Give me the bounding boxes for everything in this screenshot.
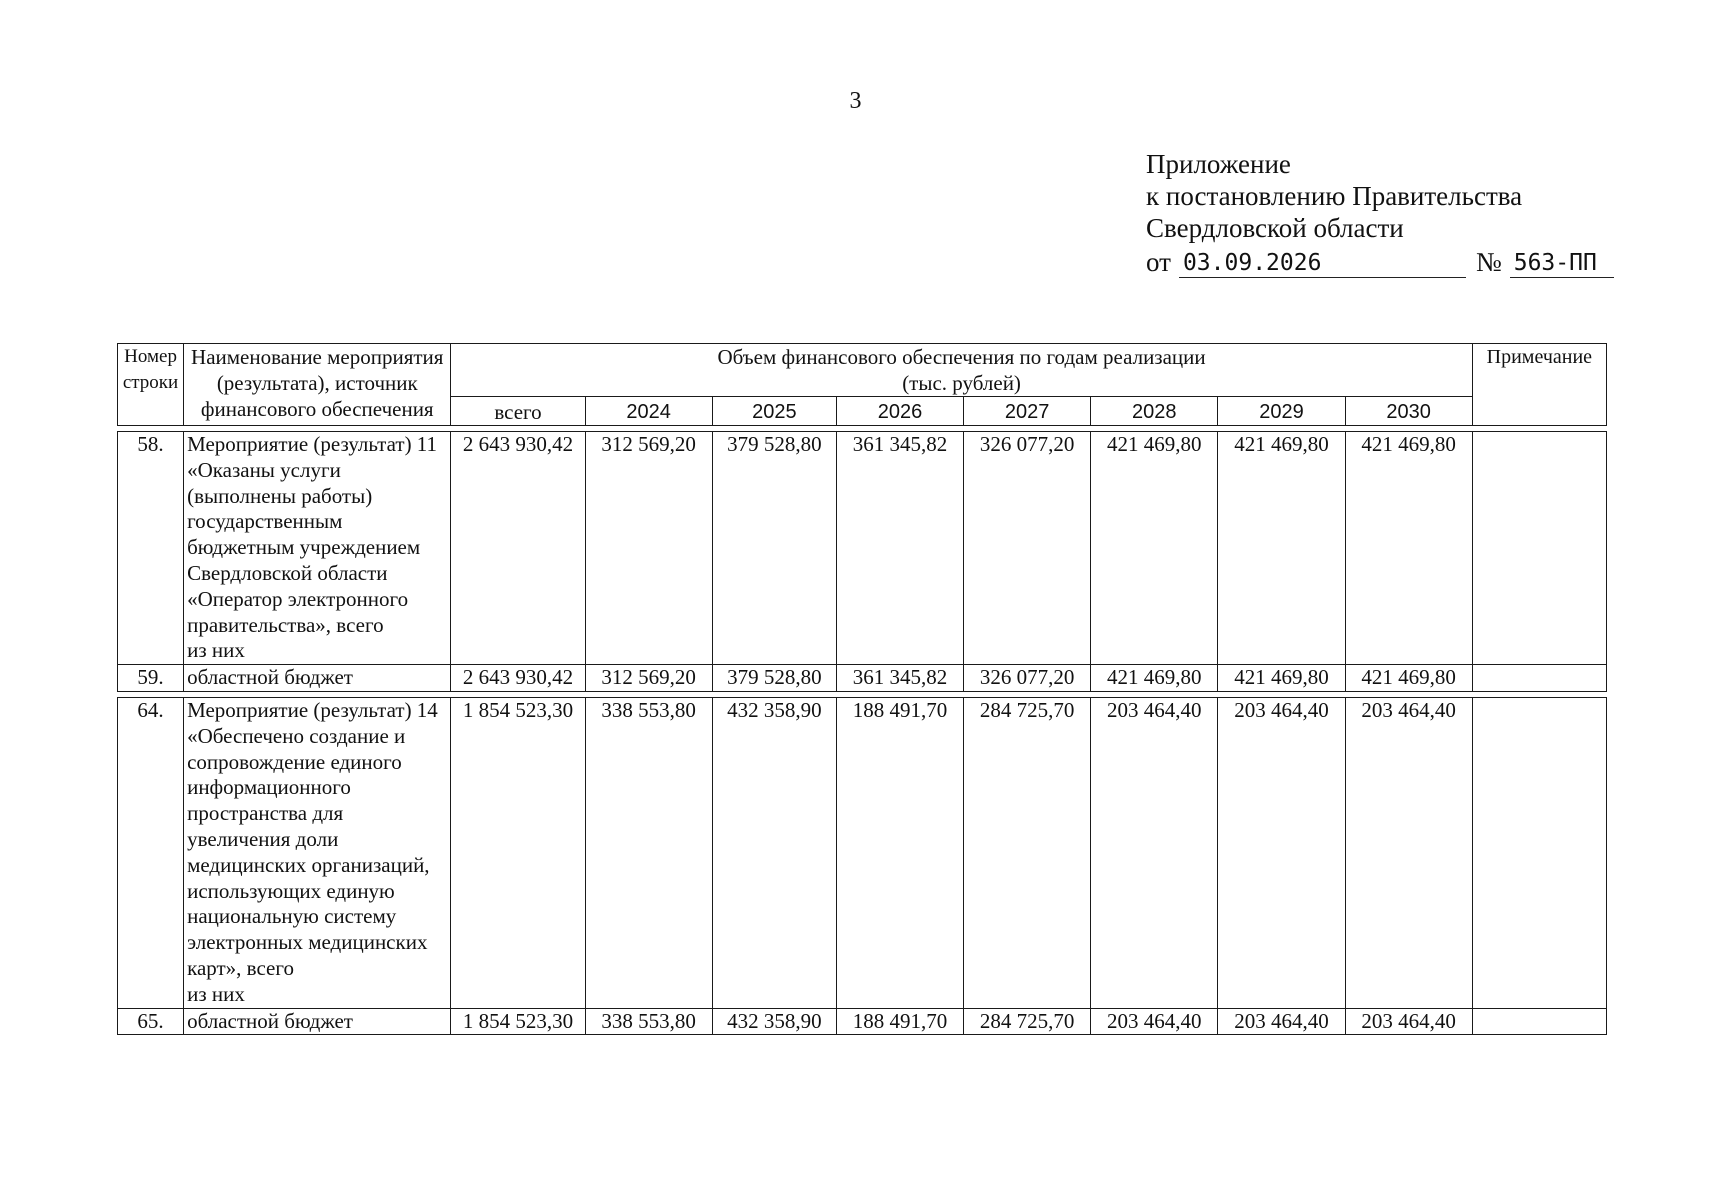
decree-date: 03.09.2026 [1179,249,1466,278]
appendix-date-line [1146,246,1616,278]
cell-note [1472,665,1606,692]
financing-table [117,343,1607,1035]
appendix-title: Приложение [1146,149,1291,179]
header-year-2026: 2026 [836,397,963,426]
row-name [184,432,451,665]
cell-2030: 421 469,80 [1345,432,1472,665]
row-name-text: Мероприятие (результат) 14 «Обеспечено создание и сопровождение единого информационного пространства для увеличения доли медицинских организаций, использующих единую национальную систему электронных медицинских карт», всего [187,697,438,980]
header-year-2029: 2029 [1218,397,1345,426]
header-year-2024: 2024 [585,397,712,426]
cell-note [1472,432,1606,665]
cell-2030: 203 464,40 [1345,1008,1472,1035]
cell-2028: 203 464,40 [1091,1008,1218,1035]
header-note: Примечание [1472,344,1606,426]
header-volume-title: Объем финансового обеспечения по годам реализации [717,345,1206,369]
cell-2024: 338 553,80 [585,697,712,1008]
cell-2025: 379 528,80 [712,432,836,665]
cell-2030: 421 469,80 [1345,665,1472,692]
cell-note [1472,697,1606,1008]
cell-2028: 203 464,40 [1091,697,1218,1008]
cell-2029: 421 469,80 [1218,665,1345,692]
header-volume-unit: (тыс. рублей) [902,371,1021,395]
cell-2024: 338 553,80 [585,1008,712,1035]
cell-total: 1 854 523,30 [451,697,585,1008]
decree-number: 563-ПП [1510,249,1614,278]
row-number: 64. [118,697,184,1008]
row-number: 59. [118,665,184,692]
row-name [184,697,451,1008]
cell-2029: 203 464,40 [1218,697,1345,1008]
cell-note [1472,1008,1606,1035]
header-year-2027: 2027 [964,397,1091,426]
cell-2028: 421 469,80 [1091,432,1218,665]
cell-2025: 432 358,90 [712,697,836,1008]
page-number: 3 [849,88,862,114]
row-name-sub: из них [187,981,245,1006]
row-name-text: Мероприятие (результат) 11 «Оказаны услуги (выполнены работы) государственным бюджетным учреждением Свердловской области «Оператор электронного правительства», всего [187,432,438,637]
header-year-2025: 2025 [712,397,836,426]
header-volume [451,344,1472,397]
cell-total: 1 854 523,30 [451,1008,585,1035]
cell-2024: 312 569,20 [585,665,712,692]
header-total: всего [451,397,585,426]
cell-2025: 432 358,90 [712,1008,836,1035]
cell-2027: 284 725,70 [964,697,1091,1008]
header-year-2030: 2030 [1345,397,1472,426]
cell-2026: 188 491,70 [836,697,963,1008]
cell-2028: 421 469,80 [1091,665,1218,692]
row-name-sub: из них [187,638,245,663]
table-row [118,697,1607,1008]
cell-2029: 203 464,40 [1218,1008,1345,1035]
row-number: 65. [118,1008,184,1035]
cell-2027: 284 725,70 [964,1008,1091,1035]
cell-2024: 312 569,20 [585,432,712,665]
cell-2025: 379 528,80 [712,665,836,692]
cell-total: 2 643 930,42 [451,432,585,665]
appendix-region: Свердловской области [1146,213,1404,243]
row-name: областной бюджет [184,1008,451,1035]
row-name: областной бюджет [184,665,451,692]
cell-2026: 188 491,70 [836,1008,963,1035]
table-row [118,432,1607,665]
table-row [118,665,1607,692]
header-year-2028: 2028 [1091,397,1218,426]
cell-2026: 361 345,82 [836,432,963,665]
header-name: Наименование мероприятия (результата), источник финансового обеспечения [184,344,451,426]
cell-2029: 421 469,80 [1218,432,1345,665]
appendix-block [1146,148,1616,278]
cell-2027: 326 077,20 [964,432,1091,665]
header-row-number: Номер строки [118,344,184,426]
table-row [118,1008,1607,1035]
cell-total: 2 643 930,42 [451,665,585,692]
appendix-subtitle: к постановлению Правительства [1146,181,1523,211]
from-label: от [1146,247,1171,277]
row-number: 58. [118,432,184,665]
cell-2027: 326 077,20 [964,665,1091,692]
cell-2030: 203 464,40 [1345,697,1472,1008]
number-label: № [1475,247,1502,277]
cell-2026: 361 345,82 [836,665,963,692]
